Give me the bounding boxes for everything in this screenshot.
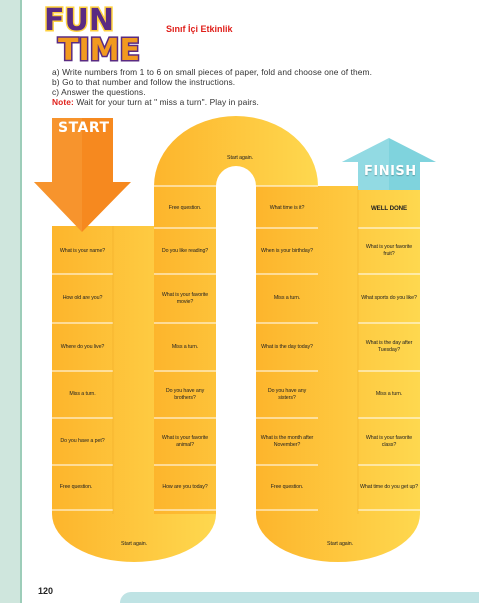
svg-text:TIME: TIME: [58, 33, 140, 66]
board-square: Do you have any brothers?: [165, 387, 205, 401]
board-square: Where do you live?: [60, 343, 105, 350]
board-square: Miss a turn.: [375, 391, 403, 397]
board-square: Do you like reading?: [161, 247, 209, 254]
well-done-square: WELL DONE: [370, 204, 408, 212]
board-square: Miss a turn.: [171, 343, 199, 350]
start-label: START: [58, 120, 110, 136]
board-square: What is your favorite animal?: [161, 434, 209, 448]
section-title: Sınıf İçi Etkinlik: [166, 24, 233, 34]
board-square: Miss a turn.: [69, 391, 96, 397]
board-square: Free question.: [59, 484, 93, 490]
board-square: What sports do you like?: [361, 295, 417, 301]
board-square: Miss a turn.: [273, 295, 301, 301]
footer-bar: [120, 592, 479, 603]
board-square: What is your favorite class?: [365, 434, 413, 448]
board-square: Start again.: [121, 540, 147, 547]
board-square: Do you have any sisters?: [267, 387, 307, 401]
board-square: Start again.: [327, 540, 353, 547]
board-square: Do you have a pet?: [60, 438, 105, 444]
note-text: Wait for your turn at " miss a turn". Play in pairs.: [73, 97, 259, 107]
board-square: How old are you?: [62, 295, 103, 301]
note-label: Note:: [52, 97, 74, 107]
board-square: When is your birthday?: [261, 247, 313, 254]
page-number: 120: [38, 586, 54, 596]
board-square: How are you today?: [162, 484, 208, 490]
board-square: What is your favorite movie?: [161, 291, 209, 305]
board-square: Free question.: [168, 204, 202, 211]
finish-label: FINISH: [364, 164, 417, 179]
board-square: What time is it?: [269, 204, 305, 211]
instruction-b: b) Go to that number and follow the instructions.: [52, 77, 236, 87]
instruction-c: c) Answer the questions.: [52, 87, 146, 97]
board-square: What is the day today?: [261, 343, 313, 350]
board-square: What is your favorite fruit?: [365, 244, 413, 257]
svg-text:FUN: FUN: [44, 3, 114, 38]
board-square: What time do you get up?: [360, 484, 418, 490]
board-square: What is your name?: [59, 247, 106, 254]
board-square: Free question.: [270, 484, 304, 490]
board-square: What is the day after Tuesday?: [365, 340, 413, 353]
instruction-a: a) Write numbers from 1 to 6 on small pieces of paper, fold and choose one of them.: [52, 67, 373, 77]
board-square: What is the month after November?: [260, 434, 314, 448]
board-square: Start again.: [227, 154, 253, 161]
